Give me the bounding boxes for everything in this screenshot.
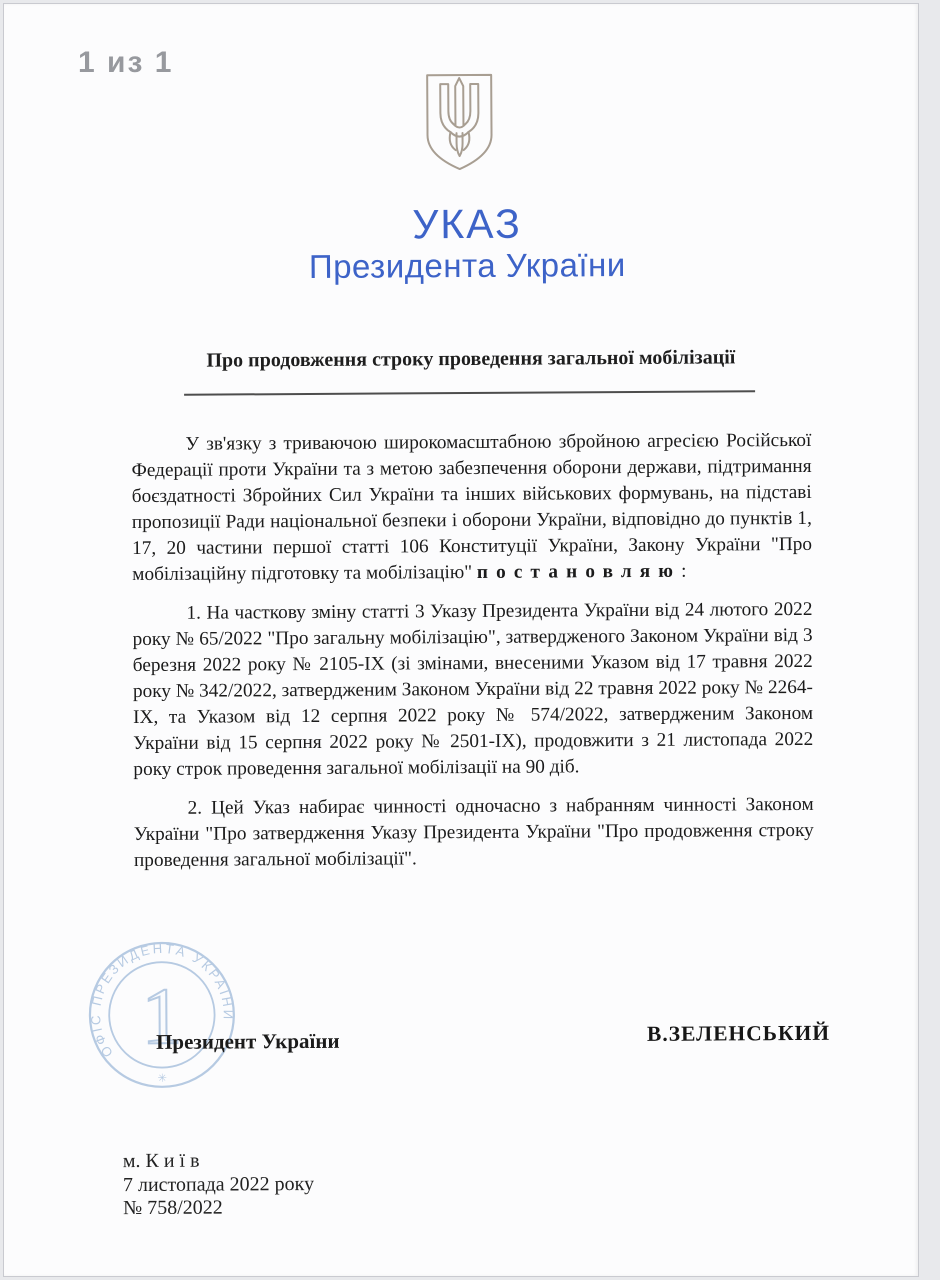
footer-number: № 758/2022 — [123, 1196, 223, 1220]
decree-title — [0, 199, 937, 289]
decree-footer — [123, 1149, 315, 1221]
decree-word: постановляю — [476, 560, 682, 583]
decree-subject-heading: Про продовження строку проведення загальної мобілізації — [206, 346, 736, 372]
presidential-office-stamp — [84, 937, 239, 1092]
ukraine-trident-emblem-icon — [420, 71, 499, 173]
stamp-ring-text: ОФІС ПРЕЗИДЕНТА УКРАЇНИ — [87, 940, 236, 1061]
footer-date: 7 листопада 2022 року — [122, 1172, 315, 1196]
footer-city: м. К и ї в — [122, 1149, 200, 1173]
preamble-text: У зв'язку з триваючою широкомасштабною збройною агресією Російської Федерації проти України та з метою забезпечення оборони держави, підтримання боєздатності Збройних Сил України та інших військових формувань, на підставі пропозиції Ради національної безпеки і оборони України, відповідно до пунктів 1, 17, 20 частини першої статті 106 Конституції України, Закону України "Про мобілізаційну підготовку та мобілізацію" — [131, 429, 813, 586]
subject-underline — [184, 390, 755, 395]
preamble-suffix: : — [681, 560, 687, 582]
stamp-center-number: 1 — [141, 971, 183, 1062]
decree-title-issuer: Президента України — [308, 246, 626, 285]
preamble-paragraph — [131, 428, 812, 588]
decree-body — [131, 428, 814, 887]
page-counter-label: 1 из 1 — [78, 46, 174, 79]
decree-title-word: УКАЗ — [412, 200, 523, 248]
signature-title: Президент України — [155, 1028, 340, 1054]
signature-name: В.ЗЕЛЕНСЬКИЙ — [646, 1020, 831, 1046]
decree-item-2: 2. Цей Указ набирає чинності одночасно з набранням чинності Законом України "Про затвердження Указу Президента України "Про продовження строку проведення загальної мобілізації". — [133, 793, 814, 872]
decree-item-1: 1. На часткову зміну статті 3 Указу Президента України від 24 лютого 2022 року № 65/2022 "Про загальну мобілізацію", затвердженого Законом України від 3 березня 2022 року № 2105-IX (зі змінами, внесеними Указом від 17 травня 2022 року № 342/2022, затвердженим Законом України від 22 травня 2022 року № 2264-IX, та Указом від 12 серпня 2022 року № 574/2022, затвердженим Законом України від 15 серпня 2022 року № 2501-IX), продовжити з 21 листопада 2022 року строк проведення загальної мобілізації на 90 діб. — [132, 598, 814, 781]
stamp-bottom-mark-icon: ✳ — [157, 1072, 167, 1085]
